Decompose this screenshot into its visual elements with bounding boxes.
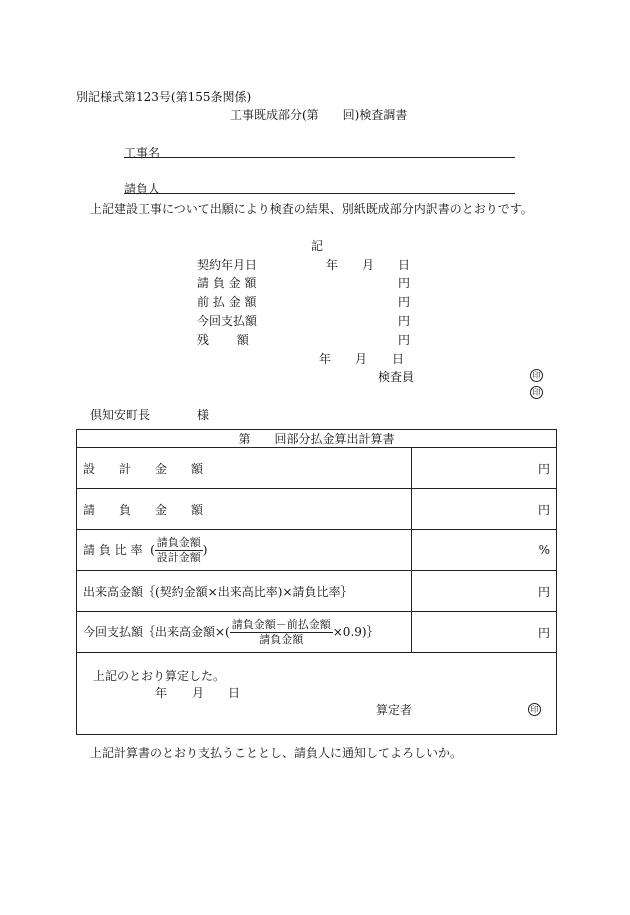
payment-calculation-table — [76, 429, 557, 735]
closing-text: 上記計算書のとおり支払うこととし、請負人に通知してよろしいか。 — [90, 746, 463, 760]
item-current-payment-label: 今回支払額 — [197, 314, 258, 328]
seal-icon: 印 — [530, 386, 543, 399]
contractor-line[interactable] — [124, 193, 515, 194]
calc-footer-day: 日 — [228, 686, 241, 700]
item-advance-amount-unit: 円 — [398, 295, 411, 309]
table-row — [77, 448, 557, 489]
fraction-denominator: 設計金額 — [156, 550, 201, 564]
table-row — [77, 530, 557, 571]
table-row — [77, 612, 557, 653]
project-name-label: 工事名 — [124, 146, 161, 160]
contract-amount-label: 請 負 金 額 — [77, 489, 412, 530]
project-name-line[interactable] — [124, 157, 515, 158]
honorific: 様 — [197, 408, 210, 422]
contractor-label: 請負人 — [124, 182, 161, 196]
calc-footer-cell — [77, 653, 557, 735]
item-contract-date-month: 月 — [362, 258, 375, 272]
table-row — [77, 489, 557, 530]
progress-amount-label: 出来高金額｛(契約金額×出来高比率)×請負比率｝ — [77, 571, 412, 612]
fraction-numerator: 請負金額－前払金額 — [231, 617, 331, 631]
design-amount-label: 設 計 金 額 — [77, 448, 412, 489]
item-contract-date-label: 契約年月日 — [197, 258, 258, 272]
fraction-numerator: 請負金額 — [156, 535, 201, 549]
calc-footer-text: 上記のとおり算定した。 — [93, 669, 226, 683]
contract-ratio-unit[interactable]: % — [412, 530, 557, 571]
record-heading: 記 — [311, 239, 324, 253]
item-balance-label: 残 額 — [197, 333, 249, 347]
calc-footer-month: 月 — [192, 686, 205, 700]
item-advance-amount-label: 前 払 金 額 — [197, 295, 257, 309]
addressee: 倶知安町長 — [90, 408, 151, 422]
item-current-payment-unit: 円 — [398, 314, 411, 328]
calc-table-title: 第 回部分払金算出計算書 — [77, 430, 557, 448]
seal-icon: 印 — [530, 369, 543, 382]
current-payment-cell — [77, 612, 412, 653]
contract-ratio-cell: 請 負 比 率 ( $\frac{\text{請負金額}}{\text{設計金額}}$ ) — [77, 530, 412, 571]
contract-ratio-fraction — [155, 536, 203, 565]
current-payment-label-post: ×0.9)｝ — [332, 624, 379, 639]
calculator-label: 算定者 — [376, 703, 413, 717]
contract-ratio-label: 請 負 比 率 — [83, 542, 143, 557]
item-contract-date-day: 日 — [398, 258, 411, 272]
current-payment-label-pre: 今回支払額｛出来高金額×( — [83, 624, 230, 639]
table-row — [77, 653, 557, 735]
date-day: 日 — [392, 352, 405, 366]
calc-footer-year: 年 — [155, 686, 168, 700]
design-amount-unit[interactable]: 円 — [412, 448, 557, 489]
current-payment-unit[interactable]: 円 — [412, 612, 557, 653]
date-month: 月 — [355, 352, 368, 366]
page-title: 工事既成部分(第 回)検査調書 — [230, 108, 408, 122]
item-balance-unit: 円 — [398, 333, 411, 347]
form-number: 別記様式第123号(第155条関係) — [76, 90, 252, 104]
table-row — [77, 571, 557, 612]
current-payment-fraction — [230, 618, 333, 647]
statement-text: 上記建設工事について出願により検査の結果、別紙既成部分内訳書のとおりです。 — [90, 202, 533, 216]
date-year: 年 — [319, 352, 332, 366]
contract-amount-unit[interactable]: 円 — [412, 489, 557, 530]
item-contract-amount-unit: 円 — [398, 276, 411, 290]
inspector-label: 検査員 — [378, 370, 415, 384]
item-contract-date-year: 年 — [326, 258, 339, 272]
progress-amount-unit[interactable]: 円 — [412, 571, 557, 612]
fraction-denominator: 請負金額 — [259, 632, 304, 646]
item-contract-amount-label: 請 負 金 額 — [197, 276, 257, 290]
seal-icon: 印 — [528, 703, 541, 716]
